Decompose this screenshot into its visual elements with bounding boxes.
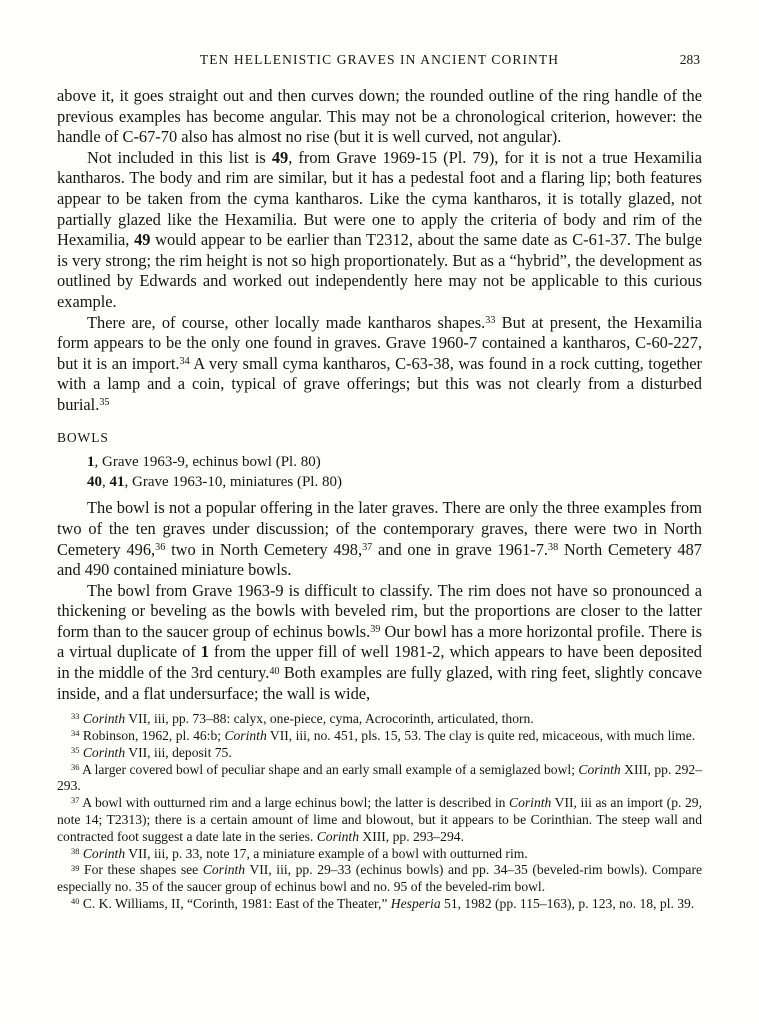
footnote-37: $^{37}$ A bowl with outturned rim and a large echinus bowl; the latter is described in Corinth VII, iii as an import (p. 29, note 14; T2313); there is a certain amount of lime and blowout, but it appears to be Corinthian. The steep wall and contracted foot suggest a date late in the series. Corinth XIII, pp. 293–294. — [57, 795, 702, 844]
footnote-33: $^{33}$ Corinth VII, iii, pp. 73–88: calyx, one-piece, cyma, Acrocorinth, articulated, thorn. — [71, 711, 534, 727]
footnote-38: $^{38}$ Corinth VII, iii, p. 33, note 17, a miniature example of a bowl with outturned rim. — [71, 845, 528, 861]
catalog-list — [57, 452, 702, 493]
catalog-item-40-41: 40, 41, Grave 1963-10, miniatures (Pl. 80) — [87, 473, 342, 490]
section-heading-bowls: BOWLS — [57, 429, 109, 445]
footnote-35: $^{35}$ Corinth VII, iii, deposit 75. — [71, 744, 232, 760]
page-number: 283 — [679, 52, 700, 67]
running-title: TEN HELLENISTIC GRAVES IN ANCIENT CORINTH — [199, 52, 560, 67]
footnote-39: $^{39}$ For these shapes see Corinth VII, iii, pp. 29–33 (echinus bowls) and pp. 34–35 (beveled-rim bowls). Compare especially no. 35 of the saucer group of echinus bowl and no. 95 of the beveled-rim bowl. — [57, 862, 703, 895]
footnote-40: $^{40}$ C. K. Williams, II, “Corinth, 1981: East of the Theater,” Hesperia 51, 1982 (pp. 115–163), p. 123, no. 18, pl. 39. — [71, 896, 695, 912]
paragraph-bowl-classification: The bowl from Grave 1963-9 is difficult to classify. The rim does not have so pronounced a thickening or beveling as the bowls with beveled rim, but the proportions are closer to the latter form than to the saucer group of echinus bowls.$^{39}$ Our bowl has a more horizontal profile. There is a virtual duplicate of 1 from the upper fill of well 1981-2, which appears to have been deposited in the middle of the 3rd century.$^{40}$ Both examples are fully glazed, with ring feet, slightly concave inside, and a flat undersurface; the wall is wide, — [57, 580, 702, 703]
page-header — [57, 52, 702, 70]
catalog-item-1: 1, Grave 1963-9, echinus bowl (Pl. 80) — [87, 453, 321, 470]
paragraph-not-included: Not included in this list is 49, from Grave 1969-15 (Pl. 79), for it is not a true Hexamilia kantharos. The body and rim are similar, but it has a pedestal foot and a flaring lip; both features appear to be taken from the cyma kantharos. Like the cyma kantharos, it is totally glazed, not partially glazed like the Hexamilia. But were one to apply the criteria of body and rim of the Hexamilia, 49 would appear to be earlier than T2312, about the same date as C-61-37. The bulge is very strong; the rim height is not so high proportionately. But as a “hybrid”, the development as outlined by Edwards and worked out independently here may not be applicable to this curious example. — [57, 147, 702, 311]
footnote-34: $^{34}$ Robinson, 1962, pl. 46:b; Corinth VII, iii, no. 451, pls. 15, 53. The clay is quite red, micaceous, with much lime. — [71, 728, 696, 744]
footnote-36: $^{36}$ A larger covered bowl of peculiar shape and an early small example of a semiglazed bowl; Corinth XIII, pp. 292–293. — [57, 761, 702, 794]
paragraph-continuation: above it, it goes straight out and then curves down; the rounded outline of the ring handle of the previous examples has become angular. This may not be a chronological criterion, however: the handle of C-67-70 also has almost no rise (but it is well curved, not angular). — [57, 86, 702, 147]
footnotes-section — [57, 711, 702, 913]
paragraph-bowl-popularity: The bowl is not a popular offering in the later graves. There are only the three examples from two of the ten graves under discussion; of the contemporary graves, there were two in North Cemetery 496,36 two in North Cemetery 498,37 and one in grave 1961-7.38 North Cemetery 487 and 490 contained miniature bowls. — [57, 498, 702, 580]
paragraph-other-shapes: There are, of course, other locally made kantharos shapes.$^{33}$ But at present, the Hexamilia form appears to be the only one found in graves. Grave 1960-7 contained a kantharos, C-60-227, but it is an import.$^{34}$ A very small cyma kantharos, C-63-38, was found in a rock cutting, together with a lamp and a coin, typical of grave offerings; but this was not clearly from a disturbed burial.$^{35}$ — [57, 312, 703, 414]
